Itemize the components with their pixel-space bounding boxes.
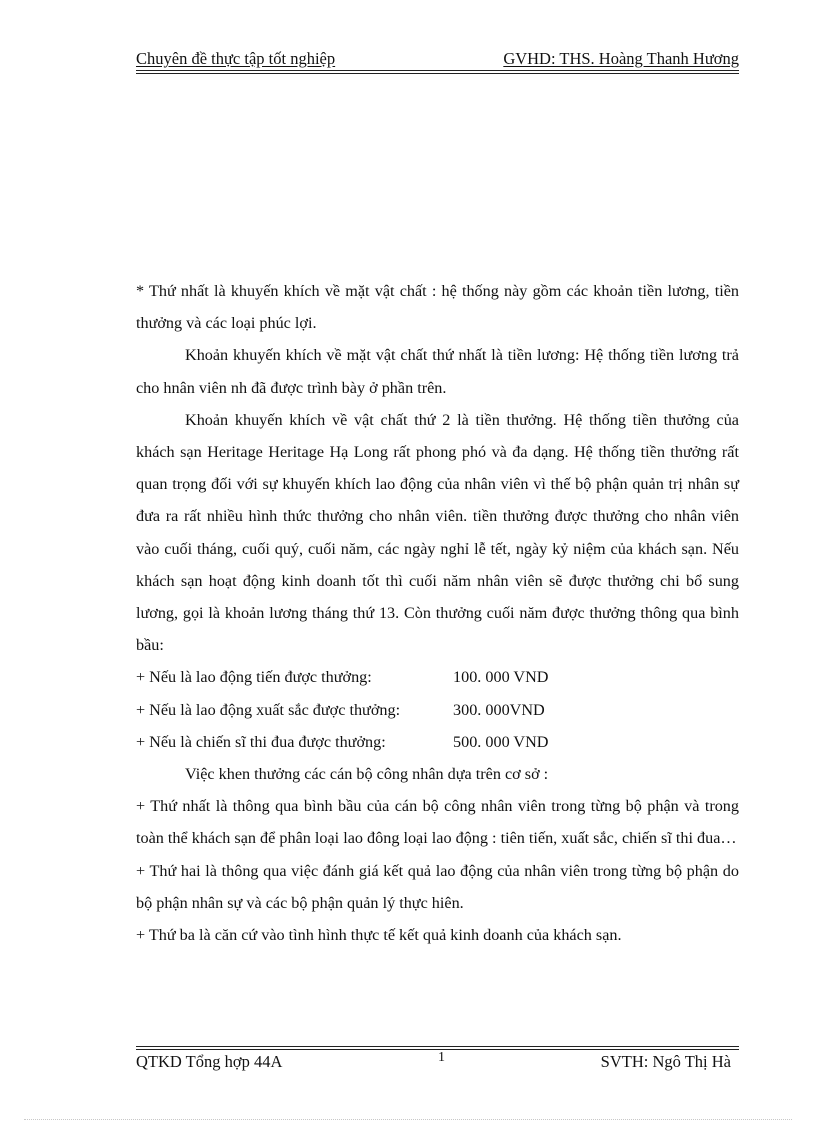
paragraph-basis-second: + Thứ hai là thông qua việc đánh giá kết quả lao động của nhân viên trong từng bộ phận do bộ phận nhân sự và các bộ phận quản lý thực hiên. (136, 861, 739, 912)
paragraph-basis-first: + Thứ nhất là thông qua bình bầu của cán bộ công nhân viên trong từng bộ phận và trong toàn thể khách sạn để phân loại lao đông loại lao động : tiên tiến, xuất sắc, chiến sĩ thi đua… (136, 797, 739, 848)
header-rule-top (136, 70, 739, 71)
footer-class: QTKD Tổng hợp 44A (136, 1052, 283, 1071)
paragraph-basis-third: + Thứ ba là căn cứ vào tình hình thực tế kết quả kinh doanh của khách sạn. (136, 926, 622, 945)
award-row-advanced (136, 661, 739, 693)
paragraph-reward-basis: Việc khen thưởng các cán bộ công nhân dựa trên cơ sở : (185, 765, 549, 784)
paragraph-material-incentives: * Thứ nhất là khuyến khích về mặt vật chất : hệ thống này gồm các khoản tiền lương, tiền thưởng và các loại phúc lợi. (136, 282, 739, 333)
header-course-title: Chuyên đề thực tập tốt nghiệp (136, 49, 336, 68)
page-edge-divider (24, 1119, 792, 1120)
award-row-excellent (136, 694, 739, 726)
page-footer (136, 1052, 739, 1076)
header-supervisor: GVHD: THS. Hoàng Thanh Hương (503, 49, 739, 68)
award-label: + Nếu là chiến sĩ thi đua được thưởng: (136, 732, 386, 751)
award-label: + Nếu là lao động xuất sắc được thưởng: (136, 700, 401, 719)
award-amount: 300. 000VND (453, 700, 545, 719)
page-number: 1 (438, 1050, 445, 1065)
paragraph-bonus: Khoản khuyến khích về vật chất thứ 2 là tiền thưởng. Hệ thống tiền thưởng của khách sạn Heritage Heritage Hạ Long rất phong phó và đa dạng. Hệ thống tiền thưởng rất quan trọng đối với sự khuyến khích lao động của nhân viên vì thế bộ phận quản trị nhân sự đưa ra rất nhiều hình thức thưởng cho nhân viên. tiền thưởng được thưởng cho nhân viên vào cuối tháng, cuối quý, cuối năm, các ngày nghỉ lễ tết, ngày kỷ niệm của khách sạn. Nếu khách sạn hoạt động kinh doanh tốt thì cuối năm nhân viên sẽ được thưởng chi bổ sung lương, gọi là khoản lương tháng thứ 13. Còn thưởng cuối năm được thưởng thông qua bình bầu: (136, 410, 739, 655)
footer-student: SVTH: Ngô Thị Hà (600, 1052, 731, 1071)
header-rule-bottom (136, 73, 739, 74)
award-label: + Nếu là lao động tiến được thưởng: (136, 668, 372, 687)
page-header (136, 49, 739, 69)
award-amount: 100. 000 VND (453, 668, 549, 687)
document-body (136, 275, 739, 951)
footer-rule-top (136, 1046, 739, 1047)
award-row-emulation (136, 726, 739, 758)
award-amount: 500. 000 VND (453, 732, 549, 751)
paragraph-salary: Khoản khuyến khích về mặt vật chất thứ nhất là tiền lương: Hệ thống tiền lương trả cho hnân viên nh đã được trình bày ở phần trên. (136, 346, 739, 397)
